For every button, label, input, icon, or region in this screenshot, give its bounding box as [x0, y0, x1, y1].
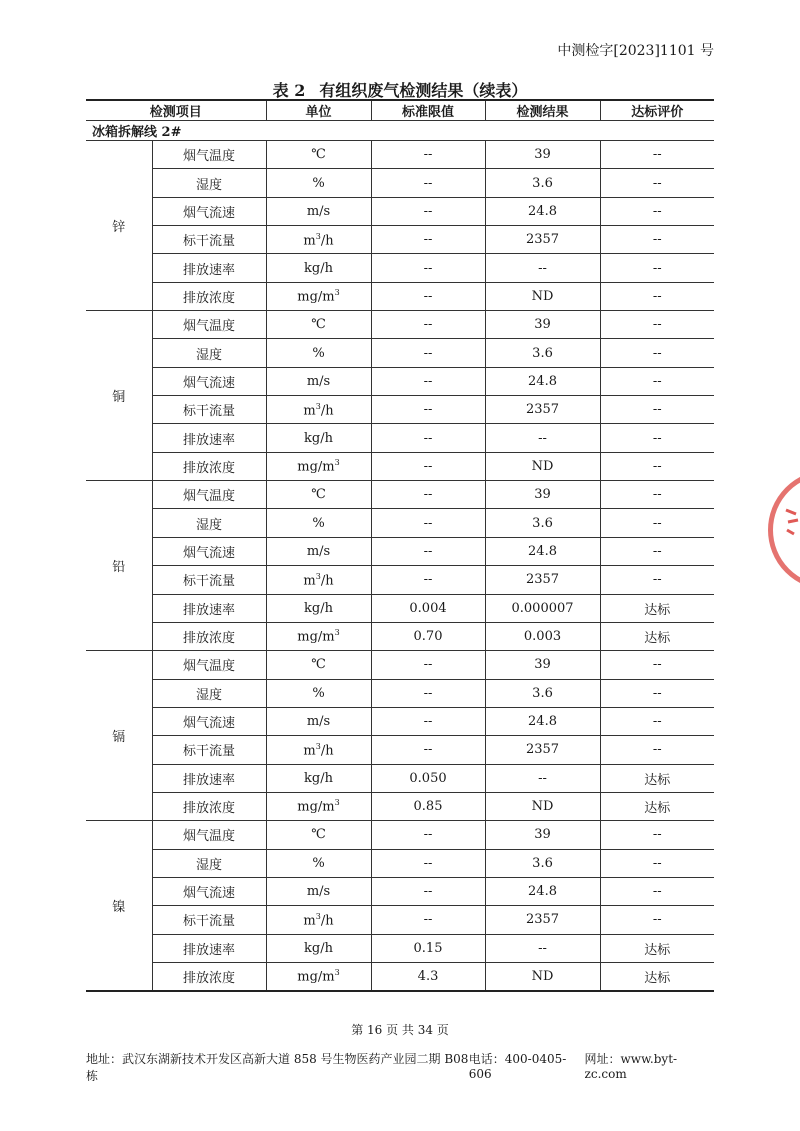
unit-cell: $mg/m^3$ [266, 282, 371, 310]
evaluation-cell: -- [600, 537, 714, 565]
result-cell: -- [485, 424, 600, 452]
evaluation-cell: -- [600, 906, 714, 934]
parameter-cell: 排放浓度 [152, 452, 266, 480]
evaluation-cell: -- [600, 367, 714, 395]
table-row [86, 962, 714, 990]
column-header: 检测结果 [485, 100, 600, 121]
limit-cell: -- [371, 452, 485, 480]
table-row [86, 566, 714, 594]
column-header: 单位 [266, 100, 371, 121]
limit-cell: -- [371, 424, 485, 452]
limit-cell: 4.3 [371, 962, 485, 990]
limit-cell: -- [371, 651, 485, 679]
pollutant-cell: 锌 [86, 141, 152, 311]
table-row [86, 537, 714, 565]
unit-cell: m/s [266, 707, 371, 735]
parameter-cell: 湿度 [152, 169, 266, 197]
limit-cell: -- [371, 877, 485, 905]
parameter-cell: 标干流量 [152, 736, 266, 764]
limit-cell: 0.004 [371, 594, 485, 622]
result-cell: ND [485, 962, 600, 990]
limit-cell: -- [371, 141, 485, 169]
result-cell: 2357 [485, 226, 600, 254]
unit-cell: kg/h [266, 594, 371, 622]
limit-cell: -- [371, 509, 485, 537]
unit-cell: % [266, 679, 371, 707]
evaluation-cell: -- [600, 396, 714, 424]
table-row [86, 622, 714, 650]
table-row [86, 311, 714, 339]
evaluation-cell: -- [600, 424, 714, 452]
unit-cell: ℃ [266, 651, 371, 679]
limit-cell: -- [371, 197, 485, 225]
unit-cell: $m^3/h$ [266, 736, 371, 764]
unit-cell: ℃ [266, 141, 371, 169]
table-row [86, 679, 714, 707]
section-row [86, 121, 714, 141]
unit-cell: m/s [266, 367, 371, 395]
result-cell: ND [485, 792, 600, 820]
limit-cell: -- [371, 396, 485, 424]
column-header: 标准限值 [371, 100, 485, 121]
parameter-cell: 标干流量 [152, 566, 266, 594]
table-row [86, 396, 714, 424]
result-cell: -- [485, 934, 600, 962]
seal-mark-icon [782, 500, 800, 540]
unit-cell: % [266, 509, 371, 537]
table-title-number: 表 2 [272, 81, 306, 100]
parameter-cell: 排放速率 [152, 764, 266, 792]
result-cell: 39 [485, 141, 600, 169]
limit-cell: -- [371, 254, 485, 282]
unit-cell: m/s [266, 197, 371, 225]
parameter-cell: 烟气温度 [152, 481, 266, 509]
table-header-row [86, 100, 714, 121]
evaluation-cell: -- [600, 282, 714, 310]
unit-cell: kg/h [266, 254, 371, 282]
unit-cell: ℃ [266, 311, 371, 339]
unit-cell: $mg/m^3$ [266, 622, 371, 650]
limit-cell: -- [371, 736, 485, 764]
page-number: 第 16 页 共 34 页 [351, 1023, 449, 1037]
section-label: 冰箱拆解线 2# [86, 121, 714, 141]
unit-cell: kg/h [266, 934, 371, 962]
table-row [86, 877, 714, 905]
limit-cell: -- [371, 849, 485, 877]
table-row [86, 452, 714, 480]
table-row [86, 197, 714, 225]
result-cell: 39 [485, 821, 600, 849]
parameter-cell: 湿度 [152, 679, 266, 707]
result-cell: 24.8 [485, 537, 600, 565]
parameter-cell: 排放速率 [152, 424, 266, 452]
table-row [86, 424, 714, 452]
result-cell: ND [485, 282, 600, 310]
evaluation-cell: -- [600, 736, 714, 764]
result-cell: 24.8 [485, 197, 600, 225]
parameter-cell: 烟气流速 [152, 367, 266, 395]
table-row [86, 821, 714, 849]
parameter-cell: 烟气温度 [152, 311, 266, 339]
limit-cell: -- [371, 566, 485, 594]
pollutant-cell: 镉 [86, 651, 152, 821]
evaluation-cell: -- [600, 481, 714, 509]
unit-cell: m/s [266, 877, 371, 905]
evaluation-cell: -- [600, 509, 714, 537]
emission-results-table [86, 99, 714, 992]
limit-cell: -- [371, 481, 485, 509]
table-row [86, 367, 714, 395]
table-row [86, 594, 714, 622]
evaluation-cell: 达标 [600, 792, 714, 820]
unit-cell: $m^3/h$ [266, 226, 371, 254]
parameter-cell: 烟气温度 [152, 141, 266, 169]
evaluation-cell: -- [600, 849, 714, 877]
result-cell: 3.6 [485, 849, 600, 877]
result-cell: 24.8 [485, 877, 600, 905]
unit-cell: m/s [266, 537, 371, 565]
unit-cell: ℃ [266, 821, 371, 849]
pollutant-cell: 铜 [86, 311, 152, 481]
evaluation-cell: -- [600, 821, 714, 849]
evaluation-cell: -- [600, 566, 714, 594]
parameter-cell: 标干流量 [152, 906, 266, 934]
result-cell: 24.8 [485, 707, 600, 735]
evaluation-cell: -- [600, 452, 714, 480]
limit-cell: -- [371, 537, 485, 565]
parameter-cell: 排放浓度 [152, 962, 266, 990]
evaluation-cell: -- [600, 339, 714, 367]
parameter-cell: 烟气流速 [152, 707, 266, 735]
table-row [86, 481, 714, 509]
column-header: 检测项目 [86, 100, 266, 121]
unit-cell: kg/h [266, 764, 371, 792]
table-row [86, 339, 714, 367]
evaluation-cell: -- [600, 311, 714, 339]
evaluation-cell: -- [600, 197, 714, 225]
limit-cell: -- [371, 679, 485, 707]
result-cell: ND [485, 452, 600, 480]
limit-cell: 0.70 [371, 622, 485, 650]
unit-cell: % [266, 339, 371, 367]
table-row [86, 169, 714, 197]
evaluation-cell: -- [600, 651, 714, 679]
evaluation-cell: -- [600, 141, 714, 169]
evaluation-cell: -- [600, 679, 714, 707]
result-cell: 39 [485, 481, 600, 509]
result-cell: 2357 [485, 736, 600, 764]
limit-cell: -- [371, 367, 485, 395]
unit-cell: % [266, 169, 371, 197]
unit-cell: % [266, 849, 371, 877]
limit-cell: -- [371, 311, 485, 339]
result-cell: 2357 [485, 566, 600, 594]
result-cell: 3.6 [485, 679, 600, 707]
unit-cell: ℃ [266, 481, 371, 509]
unit-cell: kg/h [266, 424, 371, 452]
evaluation-cell: -- [600, 254, 714, 282]
parameter-cell: 烟气流速 [152, 197, 266, 225]
limit-cell: 0.85 [371, 792, 485, 820]
evaluation-cell: 达标 [600, 622, 714, 650]
parameter-cell: 标干流量 [152, 396, 266, 424]
evaluation-cell: -- [600, 707, 714, 735]
unit-cell: $m^3/h$ [266, 396, 371, 424]
limit-cell: 0.15 [371, 934, 485, 962]
table-row [86, 906, 714, 934]
parameter-cell: 湿度 [152, 509, 266, 537]
limit-cell: -- [371, 821, 485, 849]
result-cell: -- [485, 254, 600, 282]
parameter-cell: 烟气流速 [152, 537, 266, 565]
evaluation-cell: -- [600, 169, 714, 197]
parameter-cell: 排放速率 [152, 594, 266, 622]
parameter-cell: 排放速率 [152, 254, 266, 282]
unit-cell: $m^3/h$ [266, 906, 371, 934]
limit-cell: -- [371, 339, 485, 367]
result-cell: -- [485, 764, 600, 792]
report-number: 中测检字[2023]1101 号 [557, 43, 714, 59]
table-row [86, 792, 714, 820]
evaluation-cell: 达标 [600, 962, 714, 990]
limit-cell: -- [371, 707, 485, 735]
evaluation-cell: -- [600, 226, 714, 254]
pollutant-cell: 铅 [86, 481, 152, 651]
parameter-cell: 标干流量 [152, 226, 266, 254]
evaluation-cell: 达标 [600, 934, 714, 962]
table-row [86, 651, 714, 679]
limit-cell: -- [371, 226, 485, 254]
footer-website: 网址：www.byt-zc.com [584, 1052, 678, 1081]
table-title-text: 有组织废气检测结果（续表） [319, 81, 528, 100]
result-cell: 3.6 [485, 509, 600, 537]
pollutant-cell: 镍 [86, 821, 152, 991]
footer-contact [86, 1050, 714, 1084]
table-row [86, 764, 714, 792]
result-cell: 24.8 [485, 367, 600, 395]
table-row [86, 141, 714, 169]
table-row [86, 736, 714, 764]
limit-cell: 0.050 [371, 764, 485, 792]
result-cell: 0.000007 [485, 594, 600, 622]
table-row [86, 849, 714, 877]
table-row [86, 254, 714, 282]
parameter-cell: 烟气流速 [152, 877, 266, 905]
parameter-cell: 排放速率 [152, 934, 266, 962]
parameter-cell: 湿度 [152, 849, 266, 877]
result-cell: 3.6 [485, 169, 600, 197]
unit-cell: $m^3/h$ [266, 566, 371, 594]
unit-cell: $mg/m^3$ [266, 452, 371, 480]
parameter-cell: 烟气温度 [152, 821, 266, 849]
result-cell: 39 [485, 311, 600, 339]
table-row [86, 226, 714, 254]
evaluation-cell: 达标 [600, 764, 714, 792]
unit-cell: $mg/m^3$ [266, 792, 371, 820]
table-title [0, 78, 800, 101]
result-cell: 39 [485, 651, 600, 679]
unit-cell: $mg/m^3$ [266, 962, 371, 990]
limit-cell: -- [371, 282, 485, 310]
table-row [86, 707, 714, 735]
result-cell: 2357 [485, 906, 600, 934]
parameter-cell: 排放浓度 [152, 792, 266, 820]
parameter-cell: 排放浓度 [152, 282, 266, 310]
result-cell: 3.6 [485, 339, 600, 367]
parameter-cell: 排放浓度 [152, 622, 266, 650]
parameter-cell: 湿度 [152, 339, 266, 367]
parameter-cell: 烟气温度 [152, 651, 266, 679]
result-cell: 2357 [485, 396, 600, 424]
evaluation-cell: 达标 [600, 594, 714, 622]
table-row [86, 934, 714, 962]
table-row [86, 509, 714, 537]
table-row [86, 282, 714, 310]
footer-address: 地址：武汉东湖新技术开发区高新大道 858 号生物医药产业园二期 B08 栋 [86, 1052, 469, 1083]
evaluation-cell: -- [600, 877, 714, 905]
result-cell: 0.003 [485, 622, 600, 650]
limit-cell: -- [371, 169, 485, 197]
limit-cell: -- [371, 906, 485, 934]
footer-phone: 电话：400-0405-606 [468, 1052, 567, 1081]
column-header: 达标评价 [600, 100, 714, 121]
